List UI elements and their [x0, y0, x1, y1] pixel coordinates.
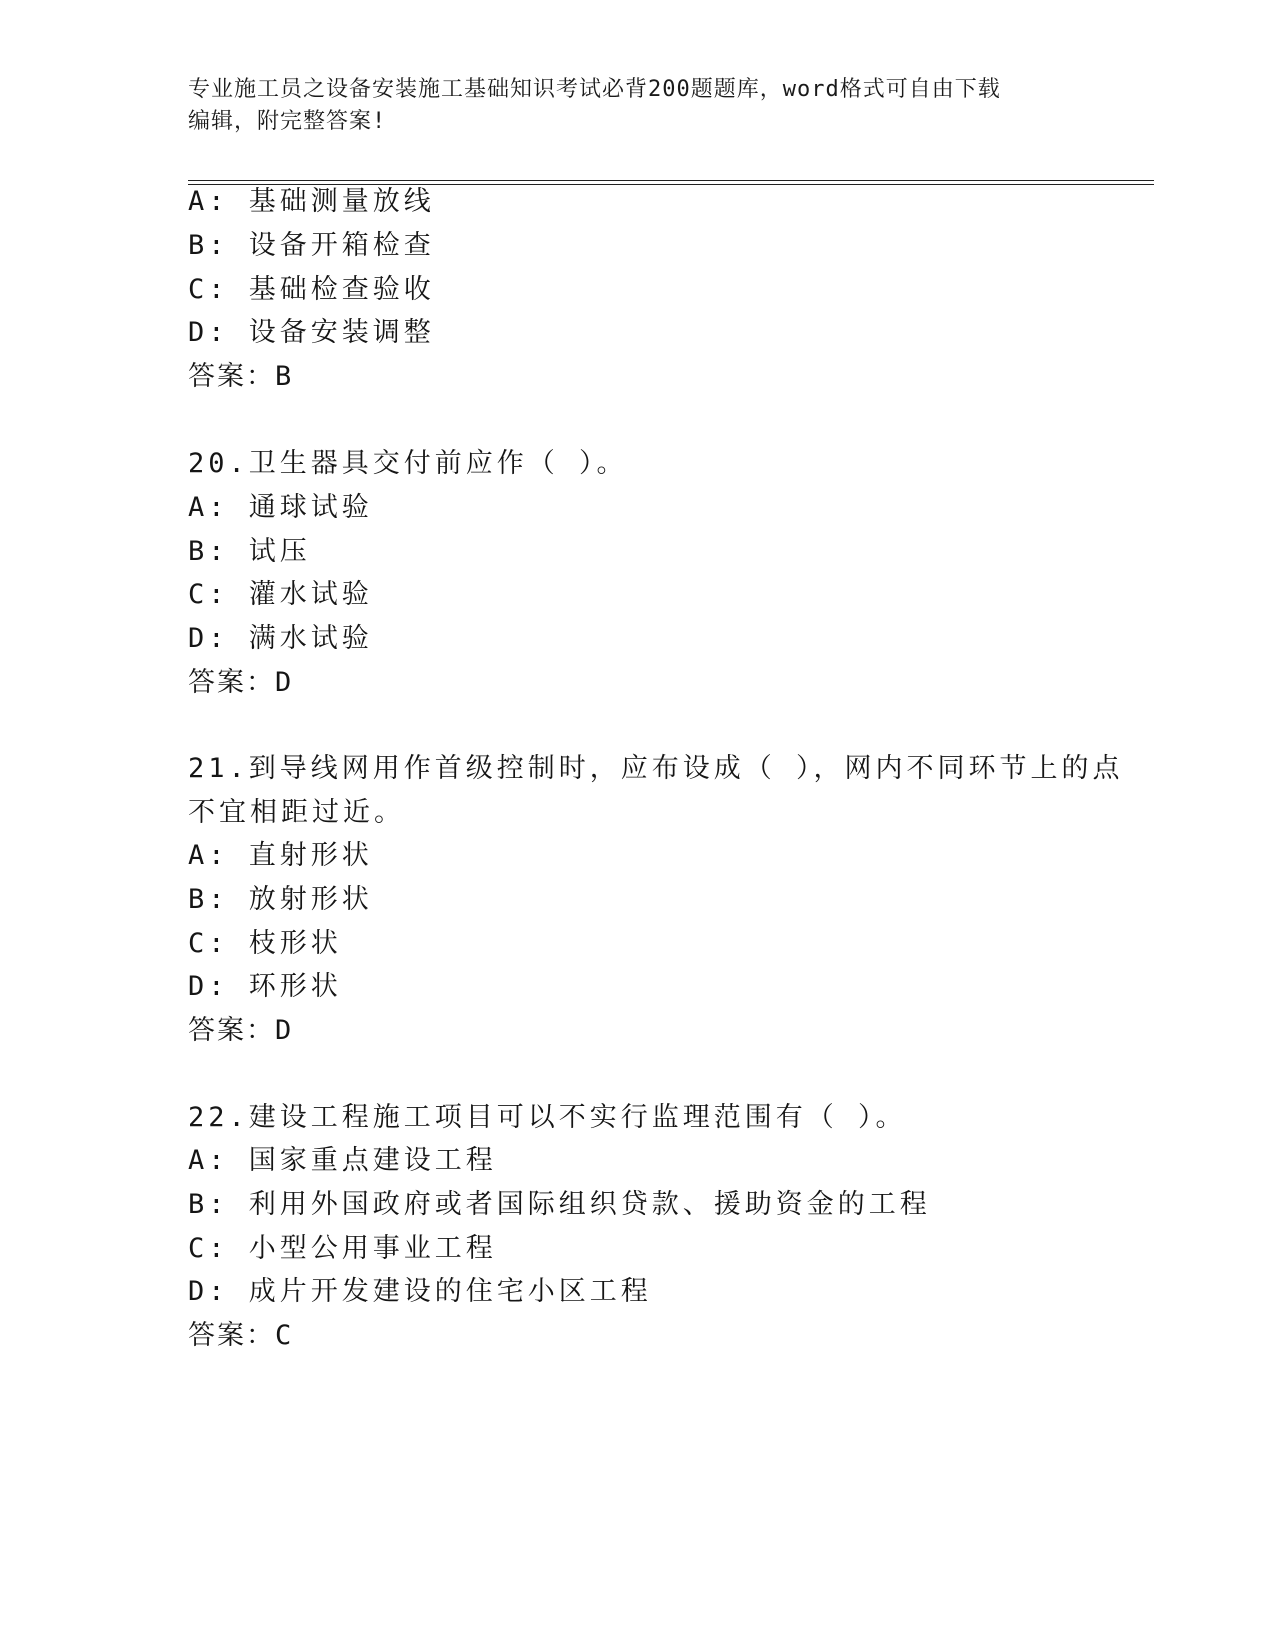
header-title-line2: 编辑，附完整答案!	[188, 109, 387, 134]
q21-question-line1: 21.到导线网用作首级控制时，应布设成（ ），网内不同环节上的点	[188, 753, 1124, 784]
q20-question: 20.卫生器具交付前应作（ ）。	[188, 448, 628, 479]
q19-option-a: A: 基础测量放线	[188, 186, 435, 217]
q20-option-a: A: 通球试验	[188, 492, 373, 523]
q19-option-d: D: 设备安装调整	[188, 317, 435, 348]
header-title-line1: 专业施工员之设备安装施工基础知识考试必背200题题库，word格式可自由下载	[188, 77, 1001, 102]
q22-option-d: D: 成片开发建设的住宅小区工程	[188, 1276, 652, 1307]
q21-option-b: B: 放射形状	[188, 884, 373, 915]
header-divider-top	[188, 180, 1154, 181]
q22-option-a: A: 国家重点建设工程	[188, 1145, 497, 1176]
q21-question-line2: 不宜相距过近。	[188, 797, 405, 828]
q20-option-c: C: 灌水试验	[188, 579, 373, 610]
q21-option-a: A: 直射形状	[188, 840, 373, 871]
q22-option-b: B: 利用外国政府或者国际组织贷款、援助资金的工程	[188, 1189, 931, 1220]
q19-answer: 答案：B	[188, 361, 294, 392]
q22-answer: 答案：C	[188, 1320, 294, 1351]
q19-option-b: B: 设备开箱检查	[188, 230, 435, 261]
q20-answer: 答案：D	[188, 667, 294, 698]
q20-option-b: B: 试压	[188, 536, 311, 567]
q21-option-c: C: 枝形状	[188, 928, 342, 959]
q20-option-d: D: 满水试验	[188, 623, 373, 654]
q21-option-d: D: 环形状	[188, 971, 342, 1002]
q22-option-c: C: 小型公用事业工程	[188, 1233, 497, 1264]
q19-option-c: C: 基础检查验收	[188, 274, 435, 305]
q22-question: 22.建设工程施工项目可以不实行监理范围有（ ）。	[188, 1102, 907, 1133]
q21-answer: 答案：D	[188, 1015, 294, 1046]
document-header	[188, 74, 1088, 138]
